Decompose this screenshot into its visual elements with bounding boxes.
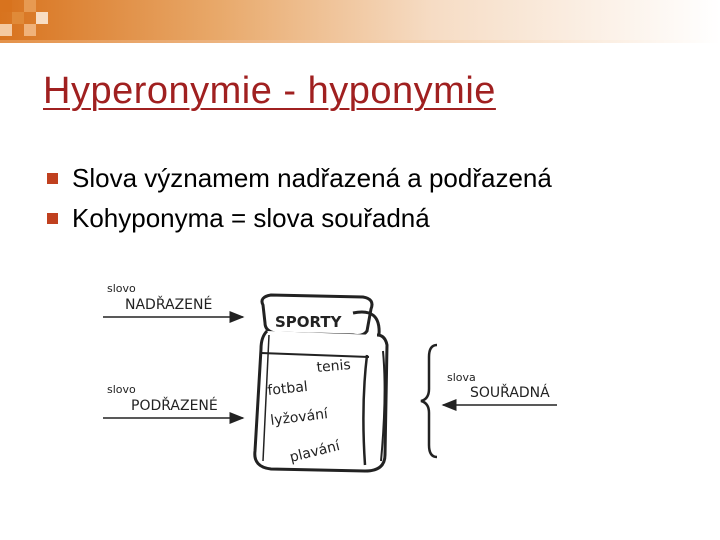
bullet-text: Kohyponyma = slova souřadná xyxy=(72,203,430,233)
bullet-item xyxy=(47,162,552,195)
bag-item: lyžování xyxy=(269,406,329,429)
corner-square-light xyxy=(24,24,36,36)
bullet-list xyxy=(47,162,552,242)
corner-square-orange xyxy=(0,0,12,12)
coordinate-label: SOUŘADNÁ xyxy=(470,385,550,401)
corner-square-orange xyxy=(24,0,36,12)
coordinate-small-label: slova xyxy=(447,371,476,384)
bag-item: plavání xyxy=(288,438,342,466)
bullet-text: Slova významem nadřazená a podřazená xyxy=(72,163,552,193)
slide-title: Hyperonymie - hyponymie xyxy=(43,70,496,112)
corner-square-light xyxy=(0,24,12,36)
brace-icon xyxy=(421,345,437,457)
bag-item: tenis xyxy=(315,357,352,376)
square-bullet-icon xyxy=(47,213,58,224)
corner-square-orange xyxy=(12,12,24,24)
header-gradient-bar xyxy=(0,0,720,40)
corner-square-light xyxy=(36,12,48,24)
hyperonymy-illustration xyxy=(95,275,565,490)
header-gradient-line xyxy=(0,40,720,43)
bullet-item xyxy=(47,202,552,235)
subordinate-label: PODŘAZENÉ xyxy=(131,398,218,414)
square-bullet-icon xyxy=(47,173,58,184)
bag-label: SPORTY xyxy=(275,313,342,331)
bag-item: fotbal xyxy=(266,378,309,399)
subordinate-small-label: slovo xyxy=(107,383,136,396)
superordinate-label: NADŘAZENÉ xyxy=(125,297,213,313)
superordinate-small-label: slovo xyxy=(107,282,136,295)
